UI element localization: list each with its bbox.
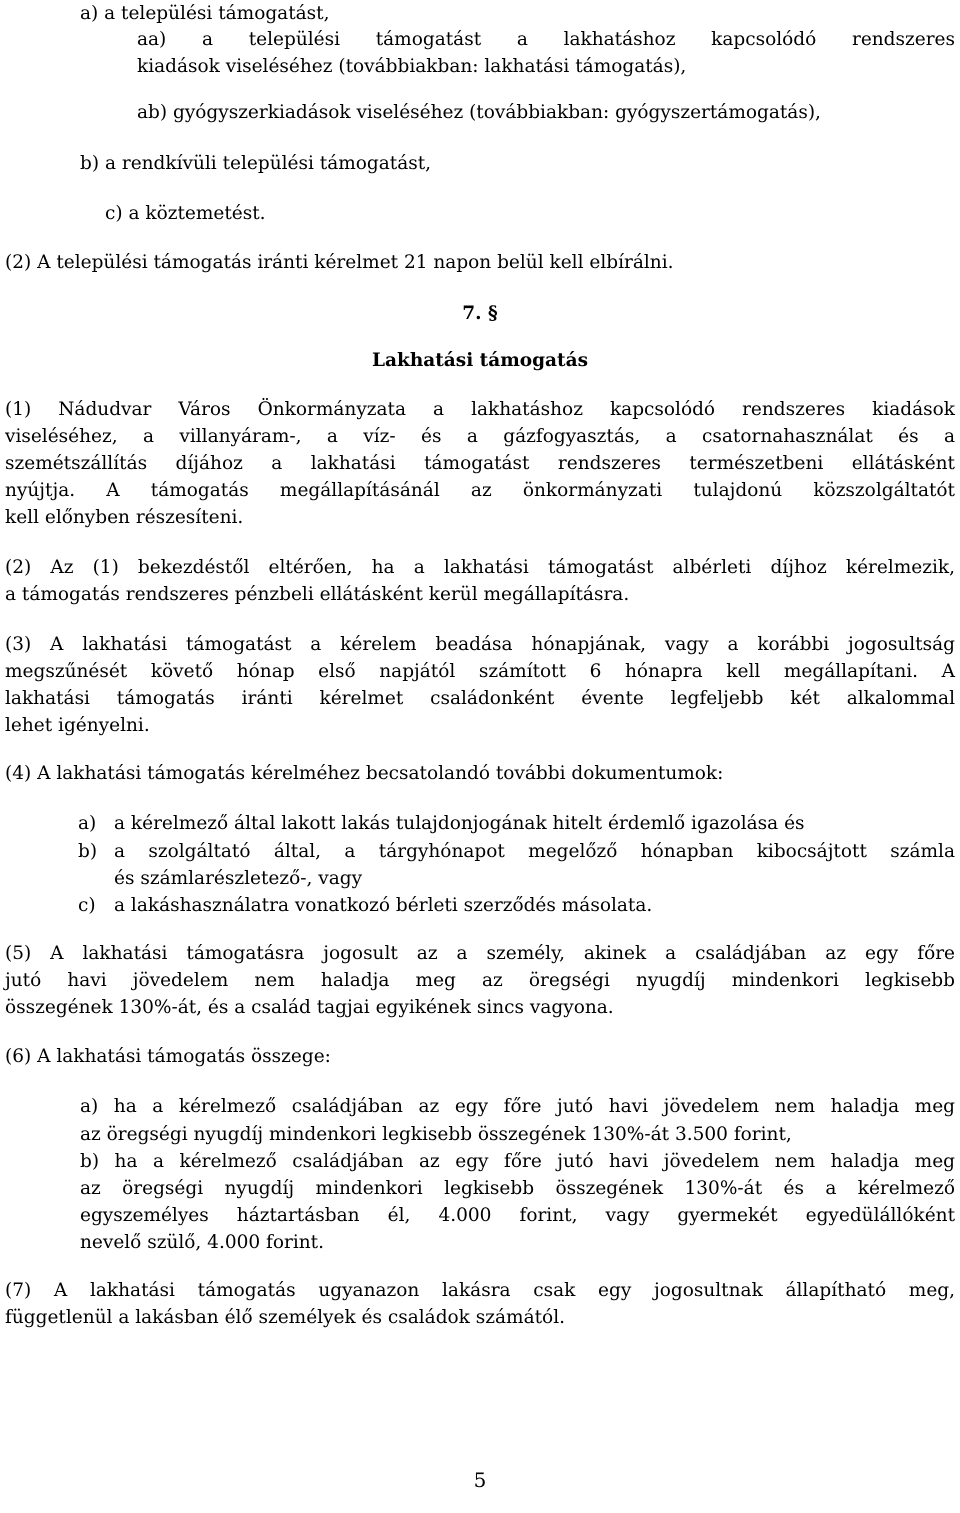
paragraph-6-item-a-line: az öregségi nyugdíj mindenkori legkisebb összegének 130%-át 3.500 forint,	[80, 1124, 792, 1145]
paragraph-2-line: a támogatás rendszeres pénzbeli ellátásként kerül megállapításra.	[5, 584, 630, 605]
paragraph-1-line: (1) Nádudvar Város Önkormányzata a lakhatáshoz kapcsolódó rendszeres kiadások	[5, 399, 955, 420]
intro-item-c: c) a köztemetést.	[105, 203, 266, 224]
paragraph-3-line: lehet igényelni.	[5, 715, 150, 736]
paragraph-6-lead: (6) A lakhatási támogatás összege:	[5, 1046, 331, 1067]
paragraph-5-line: (5) A lakhatási támogatásra jogosult az a személy, akinek a családjában az egy főre	[5, 943, 955, 964]
section-number: 7. §	[462, 303, 498, 324]
paragraph-7-line: függetlenül a lakásban élő személyek és családok számától.	[5, 1307, 565, 1328]
paragraph-6-item-a-line: a) ha a kérelmező családjában az egy főre jutó havi jövedelem nem haladja meg	[80, 1096, 955, 1117]
section-title: Lakhatási támogatás	[372, 350, 588, 371]
paragraph-6-item-b-line: az öregségi nyugdíj mindenkori legkisebb összegének 130%-át és a kérelmező	[80, 1178, 955, 1199]
intro-item-b: b) a rendkívüli települési támogatást,	[80, 153, 432, 174]
paragraph-1-line: viseléséhez, a villanyáram-, a víz- és a gázfogyasztás, a csatornahasználat és a	[5, 426, 955, 447]
document-list-item-b-line1: a szolgáltató által, a tárgyhónapot megelőző hónapban kibocsájtott számla	[114, 841, 955, 862]
paragraph-1-line: nyújtja. A támogatás megállapításánál az önkormányzati tulajdonú közszolgáltatót	[5, 480, 955, 501]
paragraph-3-line: megszűnését követő hónap első napjától számított 6 hónapra kell megállapítani. A	[5, 661, 955, 682]
intro-item-a: a) a települési támogatást,	[80, 3, 330, 24]
page-number: 5	[473, 1468, 487, 1492]
paragraph-5-line: jutó havi jövedelem nem haladja meg az öregségi nyugdíj mindenkori legkisebb	[5, 970, 955, 991]
document-list-item-a: a kérelmező által lakott lakás tulajdonjogának hitelt érdemlő igazolása és	[114, 813, 805, 834]
paragraph-6-item-b-line: b) ha a kérelmező családjában az egy főre jutó havi jövedelem nem haladja meg	[80, 1151, 955, 1172]
document-list-label-c: c)	[78, 895, 96, 916]
paragraph-1-line: szemétszállítás díjához a lakhatási támogatást rendszeres természetbeni ellátásként	[5, 453, 955, 474]
document-list-item-b-line2: és számlarészletező-, vagy	[114, 868, 363, 889]
paragraph-4-lead: (4) A lakhatási támogatás kérelméhez becsatolandó további dokumentumok:	[5, 763, 724, 784]
intro-item-aa-line1: aa) a települési támogatást a lakhatáshoz kapcsolódó rendszeres	[137, 29, 955, 50]
paragraph-2-line: (2) Az (1) bekezdéstől eltérően, ha a lakhatási támogatást albérleti díjhoz kérelmezik,	[5, 557, 955, 578]
intro-paragraph-2: (2) A települési támogatás iránti kérelmet 21 napon belül kell elbírálni.	[5, 252, 674, 273]
paragraph-6-item-b-line: egyszemélyes háztartásban él, 4.000 forint, vagy gyermekét egyedülállóként	[80, 1205, 955, 1226]
intro-item-aa-line2: kiadások viseléséhez (továbbiakban: lakhatási támogatás),	[137, 56, 687, 77]
document-list-item-c: a lakáshasználatra vonatkozó bérleti szerződés másolata.	[114, 895, 653, 916]
paragraph-1-line: kell előnyben részesíteni.	[5, 507, 244, 528]
paragraph-5-line: összegének 130%-át, és a család tagjai egyikének sincs vagyona.	[5, 997, 614, 1018]
paragraph-3-line: lakhatási támogatás iránti kérelmet családonként évente legfeljebb két alkalommal	[5, 688, 955, 709]
document-list-label-b: b)	[78, 841, 98, 862]
document-list-label-a: a)	[78, 813, 97, 834]
paragraph-3-line: (3) A lakhatási támogatást a kérelem beadása hónapjának, vagy a korábbi jogosultság	[5, 634, 955, 655]
paragraph-7-line: (7) A lakhatási támogatás ugyanazon lakásra csak egy jogosultnak állapítható meg,	[5, 1280, 955, 1301]
intro-item-ab: ab) gyógyszerkiadások viseléséhez (továbbiakban: gyógyszertámogatás),	[137, 102, 821, 123]
paragraph-6-item-b-line: nevelő szülő, 4.000 forint.	[80, 1232, 324, 1253]
